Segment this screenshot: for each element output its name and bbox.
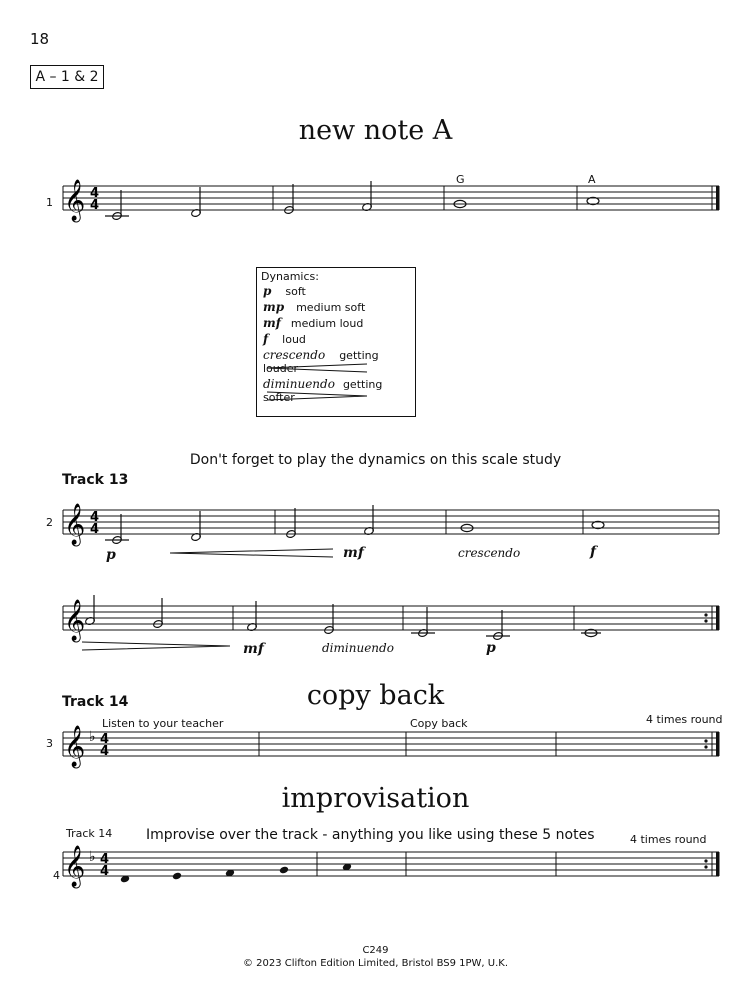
page-number: 18 <box>30 30 50 48</box>
listen-instruction: Listen to your teacher <box>102 717 224 730</box>
repeat-count-3: 4 times round <box>646 713 723 726</box>
staff-number-2: 2 <box>46 516 53 529</box>
dynamics-title: Dynamics: <box>261 270 319 283</box>
note-label-g: G <box>456 173 465 186</box>
section-title-improvisation: improvisation <box>281 783 470 814</box>
treble-clef-icon: 𝄞 <box>64 846 86 887</box>
staff-number-3: 3 <box>46 737 53 750</box>
dyn-symbol-diminuendo: diminuendo <box>263 377 335 391</box>
footer-code: C249 <box>362 945 389 956</box>
treble-clef-icon: 𝄞 <box>64 726 86 767</box>
dyn-symbol-p: p <box>263 284 272 298</box>
treble-clef-icon: 𝄞 <box>64 180 86 221</box>
section-title-new-note: new note A <box>298 115 453 146</box>
staff-number-4: 4 <box>53 869 60 882</box>
svg-text:4: 4 <box>100 732 110 747</box>
level-tag: A – 1 & 2 <box>30 65 104 89</box>
flat-icon: ♭ <box>89 729 96 745</box>
track-13-label: Track 13 <box>62 472 129 488</box>
note-label-a: A <box>588 173 596 186</box>
treble-clef-icon: 𝄞 <box>64 504 86 545</box>
repeat-count-4: 4 times round <box>630 833 707 846</box>
svg-text:4: 4 <box>100 852 110 867</box>
dyn-meaning-mp: medium soft <box>296 301 366 314</box>
footer-copyright: © 2023 Clifton Edition Limited, Bristol BS9 1PW, U.K. <box>242 958 509 969</box>
dyn-symbol-mf: mf <box>263 316 281 330</box>
dynamic-f: f <box>590 544 597 560</box>
crescendo-word: crescendo <box>458 546 521 560</box>
flat-icon: ♭ <box>89 849 96 865</box>
track-14-label: Track 14 <box>62 694 129 710</box>
track-14-label-small: Track 14 <box>66 827 113 840</box>
svg-text:4: 4 <box>90 198 100 213</box>
dyn-symbol-f: f <box>263 332 269 346</box>
dyn-meaning-p: soft <box>285 285 306 298</box>
dyn-symbol-crescendo: crescendo <box>263 348 326 362</box>
dynamic-p: p <box>106 547 116 563</box>
dyn-meaning-mf: medium loud <box>290 317 364 330</box>
dynamic-mf-2: mf <box>243 641 264 657</box>
copy-back-instruction: Copy back <box>410 717 468 730</box>
dyn-meaning-diminuendo: getting softer <box>263 378 383 404</box>
diminuendo-word: diminuendo <box>322 641 394 655</box>
improvise-instruction: Improvise over the track - anything you like using these 5 notes <box>146 827 595 843</box>
section-title-copy-back: copy back <box>306 680 445 711</box>
dynamic-mf: mf <box>343 545 364 561</box>
staff-number-1: 1 <box>46 196 53 209</box>
svg-text:4: 4 <box>90 510 100 525</box>
dynamic-p-2: p <box>486 640 496 656</box>
svg-text:4: 4 <box>90 522 100 537</box>
dynamics-instruction: Don't forget to play the dynamics on this scale study <box>189 452 562 468</box>
svg-text:4: 4 <box>90 186 100 201</box>
svg-text:4: 4 <box>100 744 110 759</box>
svg-text:4: 4 <box>100 864 110 879</box>
dyn-symbol-mp: mp <box>263 300 285 314</box>
dyn-meaning-f: loud <box>282 333 306 346</box>
treble-clef-icon: 𝄞 <box>64 600 86 641</box>
dyn-meaning-crescendo: getting louder <box>263 349 379 375</box>
